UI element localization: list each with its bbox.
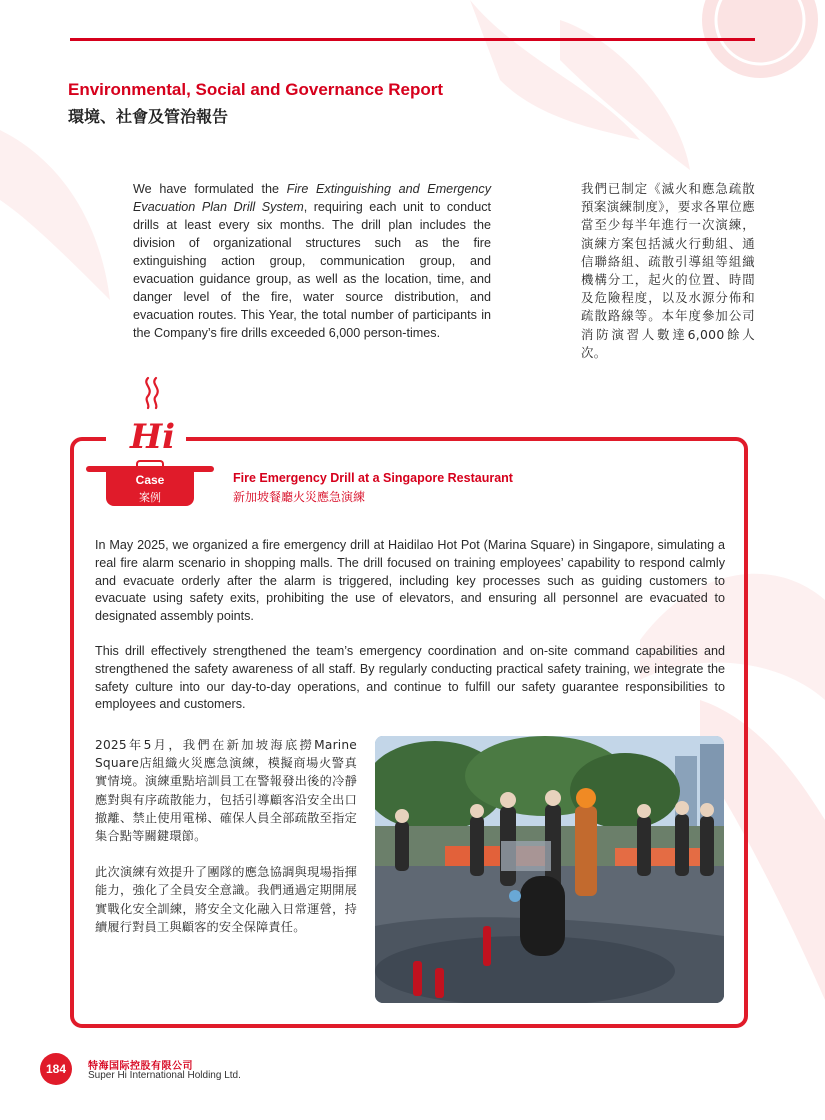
case-title-en: Fire Emergency Drill at a Singapore Restaurant — [233, 471, 513, 485]
intro-paragraph-zh: 我們已制定《滅火和應急疏散預案演練制度》，要求各單位應當至少每半年進行一次演練，演練方案包括滅火行動組、通信聯絡組、疏散引導組等組織機構分工，起火的位置、時間及危險程度，以及水源分佈和疏散路線等。本年度參加公司消防演習人數達6,000餘人次。 — [581, 181, 755, 360]
intro-text-b: , requiring each unit to conduct drills at least every six months. The drill plan includes the division of organizational structures such as the fire extinguishing action group, communication group, and evacuation guidance group, as well as the location, time, and danger level of the fire, water source distribution, and evacuation routes. This Year, the total number of participants in the Company’s fire drills exceeded 6,000 person-times. — [133, 200, 491, 340]
fire-drill-scene — [375, 736, 724, 1003]
case-badge — [86, 460, 214, 508]
case-body-en — [95, 537, 725, 731]
case-label-zh: 案例 — [139, 491, 161, 504]
company-name-en: Super Hi International Holding Ltd. — [88, 1070, 241, 1081]
case-body-en-p1: In May 2025, we organized a fire emergency drill at Haidilao Hot Pot (Marina Square) in Singapore, simulating a real fire alarm scenario in shopping malls. The drill focused on training employees’ capability to respond calmly and evacuate orderly after the alarm is triggered, including key processes such as guiding customers to evacuate using safety exits, prohibiting the use of elevators, and ensuring all personnel are evacuated to designated assembly points. — [95, 538, 725, 624]
case-body-zh — [95, 736, 357, 954]
intro-system-name: Fire Extinguishing and Emergency Evacuation Plan Drill System — [133, 182, 491, 214]
intro-paragraph-en — [133, 180, 491, 342]
fire-drill-photo — [375, 736, 724, 1003]
page-number-badge: 184 — [40, 1053, 72, 1085]
case-body-zh-p2: 此次演練有效提升了團隊的應急協調與現場指揮能力，強化了全員安全意識。我們通過定期開展實戰化安全訓練，將安全文化融入日常運營，持續履行對員工與顧客的安全保障責任。 — [95, 865, 357, 934]
case-body-zh-p1: 2025年5月，我們在新加坡海底撈Marine Square店組織火災應急演練，模擬商場火警真實情境。演練重點培訓員工在警報發出後的冷靜應對與有序疏散能力，包括引導顧客沿安全出口撤離、禁止使用電梯、確保人員全部疏散至指定集合點等關鍵環節。 — [95, 738, 357, 844]
company-name-zh: 特海国际控股有限公司 — [88, 1061, 193, 1072]
hi-logo-text: Hi — [130, 417, 176, 454]
case-label-en: Case — [135, 473, 165, 487]
intro-text-a: We have formulated the — [133, 182, 287, 196]
report-title-en: Environmental, Social and Governance Report — [68, 80, 444, 99]
hi-logo-icon — [120, 372, 180, 454]
case-title-zh: 新加坡餐廳火災應急演練 — [233, 490, 366, 504]
report-title-zh: 環境、社會及管治報告 — [68, 107, 229, 126]
header-rule — [70, 38, 755, 41]
case-body-en-p2: This drill effectively strengthened the team’s emergency coordination and on-site command capabilities and strengthened the safety awareness of all staff. By regularly conducting practical safety training, we integrate the safety culture into our day-to-day operations, and continue to fulfill our safety guarantee responsibilities to employees and customers. — [95, 643, 725, 712]
